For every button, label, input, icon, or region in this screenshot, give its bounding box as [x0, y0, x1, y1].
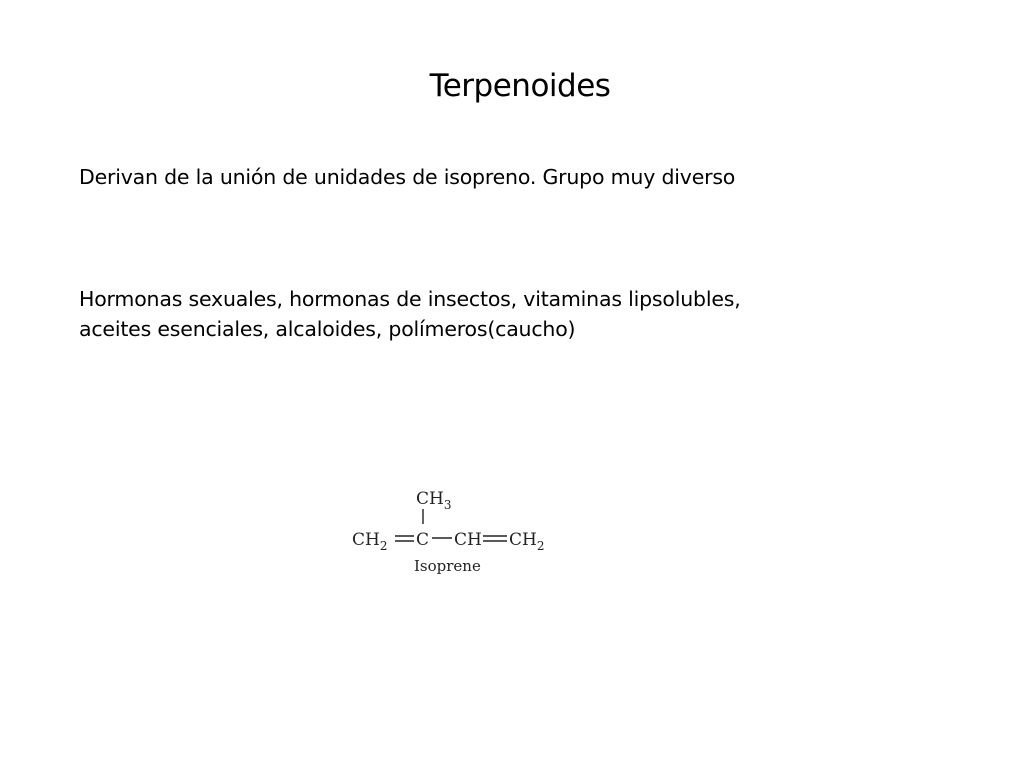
- atom-ch2-left: $CH_2$: [352, 530, 388, 553]
- isoprene-structure-figure: [344, 476, 564, 580]
- atom-ch2-right: $CH_2$: [509, 530, 545, 553]
- examples-paragraph: Hormonas sexuales, hormonas de insectos, vitaminas lipsolubles, aceites esenciales, alcaloides, polímeros(caucho): [79, 287, 741, 341]
- description-paragraph: Derivan de la unión de unidades de isopreno. Grupo muy diverso: [79, 165, 736, 189]
- atom-c-center: C: [416, 530, 430, 550]
- methyl-group: $CH_3$: [416, 489, 452, 512]
- slide-title: Terpenoides: [429, 68, 611, 104]
- atom-ch: CH: [454, 530, 482, 550]
- isoprene-caption: Isoprene: [414, 557, 481, 575]
